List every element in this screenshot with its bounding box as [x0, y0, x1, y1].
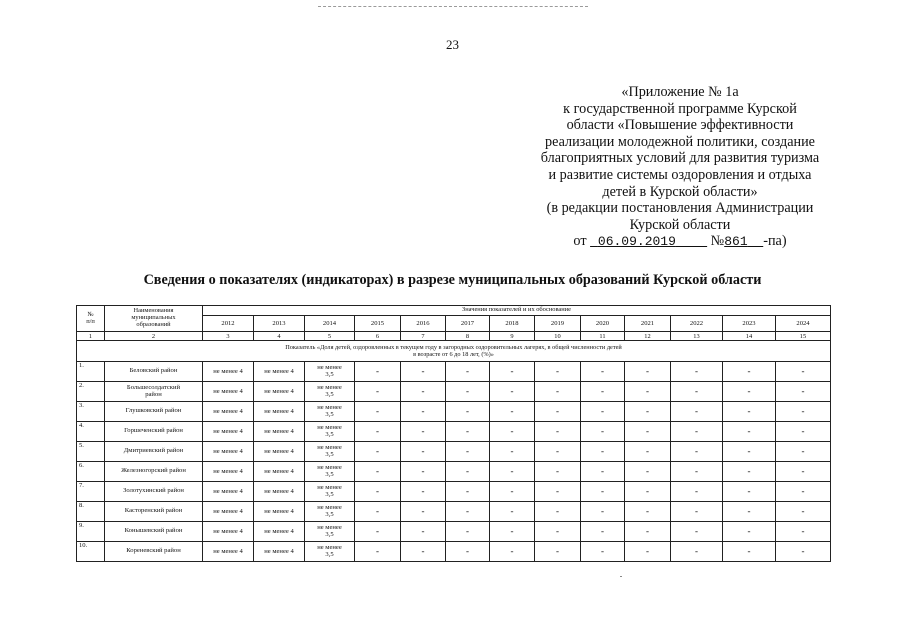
- value-2014-line: не менее: [317, 504, 342, 511]
- empty-value: -: [671, 442, 723, 462]
- empty-value: -: [401, 402, 446, 422]
- row-number: 10.: [77, 542, 105, 562]
- year-header: 2012: [203, 316, 254, 332]
- municipality-name: [105, 462, 203, 482]
- value-2012: не менее 4: [203, 482, 254, 502]
- empty-value: -: [535, 502, 581, 522]
- date-prefix: от: [573, 233, 587, 250]
- value-2013: не менее 4: [254, 442, 305, 462]
- empty-value: -: [535, 422, 581, 442]
- table-row: [77, 462, 831, 482]
- value-2014-line: 3,5: [325, 490, 334, 498]
- indicators-table: [76, 305, 831, 562]
- value-2014: [305, 422, 355, 442]
- number-suffix: -па): [763, 233, 787, 250]
- municipality-name-line: Кореневский район: [126, 547, 181, 555]
- table-row: [77, 542, 831, 562]
- column-number: 5: [305, 332, 355, 341]
- appendix-line: к государственной программе Курской: [563, 100, 797, 117]
- indicator-title: [77, 341, 831, 362]
- appendix-line: «Приложение № 1а: [621, 84, 739, 100]
- empty-value: -: [535, 482, 581, 502]
- header-number: [77, 306, 105, 332]
- row-number: 4.: [77, 422, 105, 442]
- column-number: 7: [401, 332, 446, 341]
- value-2014-line: 3,5: [325, 370, 334, 378]
- value-2014-line: 3,5: [325, 410, 334, 418]
- municipality-name-line: Касторенский район: [124, 507, 183, 515]
- column-number: 4: [254, 332, 305, 341]
- year-header: 2022: [671, 316, 723, 332]
- empty-value: -: [446, 542, 490, 562]
- empty-value: -: [723, 362, 776, 382]
- empty-value: -: [671, 362, 723, 382]
- municipality-name-line: Беловский район: [129, 367, 178, 375]
- municipality-name: [105, 482, 203, 502]
- empty-value: -: [723, 442, 776, 462]
- year-header: 2017: [446, 316, 490, 332]
- value-2013: не менее 4: [254, 522, 305, 542]
- value-2014-line: не менее: [317, 444, 342, 451]
- municipality-name-line: Глушковский район: [125, 407, 182, 415]
- empty-value: -: [776, 502, 831, 522]
- table-row: [77, 402, 831, 422]
- empty-value: -: [671, 462, 723, 482]
- empty-value: -: [401, 482, 446, 502]
- empty-value: -: [446, 522, 490, 542]
- number-prefix: №: [710, 233, 725, 250]
- appendix-line: Курской области: [629, 216, 731, 233]
- municipality-name-line: Горшеченский район: [124, 427, 183, 435]
- empty-value: -: [581, 542, 625, 562]
- empty-value: -: [401, 542, 446, 562]
- year-header: 2023: [723, 316, 776, 332]
- empty-value: -: [401, 442, 446, 462]
- table-row: [77, 362, 831, 382]
- column-number: 8: [446, 332, 490, 341]
- year-header: 2014: [305, 316, 355, 332]
- empty-value: -: [776, 482, 831, 502]
- municipality-name-line: Золотухинский район: [123, 487, 184, 495]
- municipality-name-line: Железногорский район: [121, 467, 186, 475]
- value-2014-line: не менее: [317, 544, 342, 551]
- empty-value: -: [446, 402, 490, 422]
- empty-value: -: [535, 522, 581, 542]
- row-number: 9.: [77, 522, 105, 542]
- empty-value: -: [355, 402, 401, 422]
- column-number: 10: [535, 332, 581, 341]
- appendix-line: (в редакции постановления Администрации: [546, 200, 814, 217]
- value-2013: не менее 4: [254, 422, 305, 442]
- empty-value: -: [581, 522, 625, 542]
- empty-value: -: [776, 442, 831, 462]
- empty-value: -: [401, 462, 446, 482]
- scan-speck: [620, 576, 622, 577]
- column-number: 13: [671, 332, 723, 341]
- empty-value: -: [776, 422, 831, 442]
- empty-value: -: [625, 482, 671, 502]
- value-2014: [305, 502, 355, 522]
- empty-value: -: [723, 382, 776, 402]
- indicator-line: Показатель «Доля детей, оздоровленных в текущем году в загородных оздоровительных лагерях, в общей численности детей: [285, 344, 622, 351]
- value-2014-line: не менее: [317, 384, 342, 391]
- empty-value: -: [671, 402, 723, 422]
- empty-value: -: [625, 502, 671, 522]
- empty-value: -: [355, 442, 401, 462]
- empty-value: -: [490, 422, 535, 442]
- empty-value: -: [671, 382, 723, 402]
- appendix-date-line: [500, 233, 860, 251]
- column-number: 12: [625, 332, 671, 341]
- municipality-name-line: Дмитриевский район: [123, 447, 184, 455]
- empty-value: -: [723, 482, 776, 502]
- empty-value: -: [355, 462, 401, 482]
- value-2012: не менее 4: [203, 422, 254, 442]
- value-2012: не менее 4: [203, 522, 254, 542]
- value-2014: [305, 542, 355, 562]
- empty-value: -: [535, 362, 581, 382]
- appendix-block: [500, 84, 860, 251]
- empty-value: -: [535, 402, 581, 422]
- date-text: 06.09.2019: [597, 234, 676, 250]
- value-2012: не менее 4: [203, 542, 254, 562]
- value-2014-line: не менее: [317, 404, 342, 411]
- value-2013: не менее 4: [254, 382, 305, 402]
- empty-value: -: [355, 422, 401, 442]
- empty-value: -: [355, 522, 401, 542]
- empty-value: -: [625, 442, 671, 462]
- value-2014: [305, 382, 355, 402]
- header-municipality-line: Наименования: [133, 307, 174, 315]
- municipality-name: [105, 542, 203, 562]
- empty-value: -: [723, 402, 776, 422]
- table-row: [77, 522, 831, 542]
- empty-value: -: [355, 362, 401, 382]
- table-row: [77, 502, 831, 522]
- empty-value: -: [671, 522, 723, 542]
- municipality-name: [105, 502, 203, 522]
- year-header: 2020: [581, 316, 625, 332]
- empty-value: -: [581, 462, 625, 482]
- table-row: [77, 382, 831, 402]
- column-number: 3: [203, 332, 254, 341]
- empty-value: -: [490, 382, 535, 402]
- empty-value: -: [625, 402, 671, 422]
- indicator-line: в возрасте от 6 до 18 лет, (%)»: [413, 351, 494, 358]
- value-2014-line: 3,5: [325, 550, 334, 558]
- row-number: 6.: [77, 462, 105, 482]
- empty-value: -: [671, 422, 723, 442]
- value-2012: не менее 4: [203, 502, 254, 522]
- empty-value: -: [581, 382, 625, 402]
- value-2014-line: 3,5: [325, 390, 334, 398]
- empty-value: -: [401, 362, 446, 382]
- empty-value: -: [490, 542, 535, 562]
- value-2013: не менее 4: [254, 362, 305, 382]
- municipality-name: [105, 442, 203, 462]
- empty-value: -: [446, 502, 490, 522]
- empty-value: -: [446, 362, 490, 382]
- empty-value: -: [490, 462, 535, 482]
- value-2013: не менее 4: [254, 502, 305, 522]
- column-number: 14: [723, 332, 776, 341]
- value-2014-line: не менее: [317, 424, 342, 431]
- header-values: Значения показателей и их обоснование: [203, 306, 831, 316]
- value-2013: не менее 4: [254, 462, 305, 482]
- empty-value: -: [401, 422, 446, 442]
- value-2014-line: 3,5: [325, 470, 334, 478]
- row-number: 1.: [77, 362, 105, 382]
- value-2014-line: не менее: [317, 364, 342, 371]
- value-2014-line: не менее: [317, 484, 342, 491]
- header-municipality-line: образований: [136, 320, 171, 328]
- empty-value: -: [581, 362, 625, 382]
- empty-value: -: [776, 382, 831, 402]
- empty-value: -: [535, 442, 581, 462]
- empty-value: -: [723, 542, 776, 562]
- value-2012: не менее 4: [203, 462, 254, 482]
- value-2013: не менее 4: [254, 542, 305, 562]
- empty-value: -: [355, 382, 401, 402]
- value-2014-line: не менее: [317, 524, 342, 531]
- number-value: [724, 234, 763, 249]
- table-row: [77, 422, 831, 442]
- appendix-line: реализации молодежной политики, создание: [545, 133, 815, 150]
- column-number: 6: [355, 332, 401, 341]
- value-2012: не менее 4: [203, 382, 254, 402]
- empty-value: -: [723, 502, 776, 522]
- empty-value: -: [446, 482, 490, 502]
- municipality-name-line: Большесолдатский: [126, 384, 181, 391]
- column-number: 2: [105, 332, 203, 341]
- row-number: 2.: [77, 382, 105, 402]
- empty-value: -: [723, 522, 776, 542]
- empty-value: -: [490, 402, 535, 422]
- row-number: 5.: [77, 442, 105, 462]
- municipality-name: [105, 522, 203, 542]
- value-2013: не менее 4: [254, 482, 305, 502]
- empty-value: -: [625, 522, 671, 542]
- municipality-name-line: Конышевский район: [124, 527, 183, 535]
- value-2014-line: 3,5: [325, 530, 334, 538]
- year-header: 2024: [776, 316, 831, 332]
- header-number-line: №: [87, 310, 94, 318]
- page-number: 23: [446, 37, 459, 52]
- municipality-name: [105, 382, 203, 402]
- value-2014-line: не менее: [317, 464, 342, 471]
- year-header: 2013: [254, 316, 305, 332]
- empty-value: -: [401, 382, 446, 402]
- empty-value: -: [401, 502, 446, 522]
- empty-value: -: [490, 482, 535, 502]
- number-text: 861: [724, 234, 748, 250]
- municipality-name: [105, 402, 203, 422]
- value-2014: [305, 482, 355, 502]
- year-header: 2021: [625, 316, 671, 332]
- column-number: 9: [490, 332, 535, 341]
- empty-value: -: [535, 542, 581, 562]
- value-2014-line: 3,5: [325, 430, 334, 438]
- row-number: 8.: [77, 502, 105, 522]
- empty-value: -: [355, 542, 401, 562]
- appendix-line: области «Повышение эффективности: [566, 117, 794, 134]
- empty-value: -: [625, 462, 671, 482]
- appendix-line: и развитие системы оздоровления и отдыха: [548, 166, 812, 183]
- municipality-name-line: район: [145, 390, 162, 398]
- value-2014: [305, 362, 355, 382]
- value-2014: [305, 462, 355, 482]
- empty-value: -: [671, 502, 723, 522]
- document-title: Сведения о показателях (индикаторах) в разрезе муниципальных образований Курской области: [143, 272, 762, 288]
- empty-value: -: [625, 362, 671, 382]
- empty-value: -: [581, 422, 625, 442]
- empty-value: -: [723, 462, 776, 482]
- empty-value: -: [446, 462, 490, 482]
- column-number: 15: [776, 332, 831, 341]
- empty-value: -: [490, 502, 535, 522]
- year-header: 2015: [355, 316, 401, 332]
- empty-value: -: [355, 482, 401, 502]
- empty-value: -: [776, 522, 831, 542]
- empty-value: -: [776, 362, 831, 382]
- empty-value: -: [625, 422, 671, 442]
- year-header: 2019: [535, 316, 581, 332]
- empty-value: -: [535, 462, 581, 482]
- empty-value: -: [671, 482, 723, 502]
- value-2014-line: 3,5: [325, 450, 334, 458]
- appendix-line: благоприятных условий для развития туризма: [540, 150, 820, 167]
- year-header: 2018: [490, 316, 535, 332]
- empty-value: -: [581, 442, 625, 462]
- empty-value: -: [446, 422, 490, 442]
- municipality-name: [105, 422, 203, 442]
- empty-value: -: [535, 382, 581, 402]
- table-row: [77, 482, 831, 502]
- column-number: 11: [581, 332, 625, 341]
- header-number-line: п/п: [86, 317, 95, 325]
- value-2012: не менее 4: [203, 402, 254, 422]
- row-number: 7.: [77, 482, 105, 502]
- empty-value: -: [401, 522, 446, 542]
- empty-value: -: [355, 502, 401, 522]
- empty-value: -: [625, 542, 671, 562]
- empty-value: -: [581, 502, 625, 522]
- value-2013: не менее 4: [254, 402, 305, 422]
- empty-value: -: [671, 542, 723, 562]
- empty-value: -: [446, 382, 490, 402]
- municipality-name: [105, 362, 203, 382]
- column-number: 1: [77, 332, 105, 341]
- value-2014: [305, 522, 355, 542]
- empty-value: -: [490, 362, 535, 382]
- value-2012: не менее 4: [203, 442, 254, 462]
- value-2014: [305, 402, 355, 422]
- empty-value: -: [446, 442, 490, 462]
- appendix-line: детей в Курской области»: [602, 183, 758, 200]
- value-2014: [305, 442, 355, 462]
- empty-value: -: [490, 442, 535, 462]
- header-municipality: [105, 306, 203, 332]
- empty-value: -: [581, 482, 625, 502]
- empty-value: -: [776, 542, 831, 562]
- year-header: 2016: [401, 316, 446, 332]
- value-2012: не менее 4: [203, 362, 254, 382]
- row-number: 3.: [77, 402, 105, 422]
- value-2014-line: 3,5: [325, 510, 334, 518]
- empty-value: -: [776, 402, 831, 422]
- empty-value: -: [625, 382, 671, 402]
- date-value: [590, 234, 707, 249]
- empty-value: -: [490, 522, 535, 542]
- table-row: [77, 442, 831, 462]
- empty-value: -: [776, 462, 831, 482]
- top-rule: [318, 6, 588, 7]
- empty-value: -: [723, 422, 776, 442]
- empty-value: -: [581, 402, 625, 422]
- header-municipality-line: муниципальных: [131, 314, 176, 322]
